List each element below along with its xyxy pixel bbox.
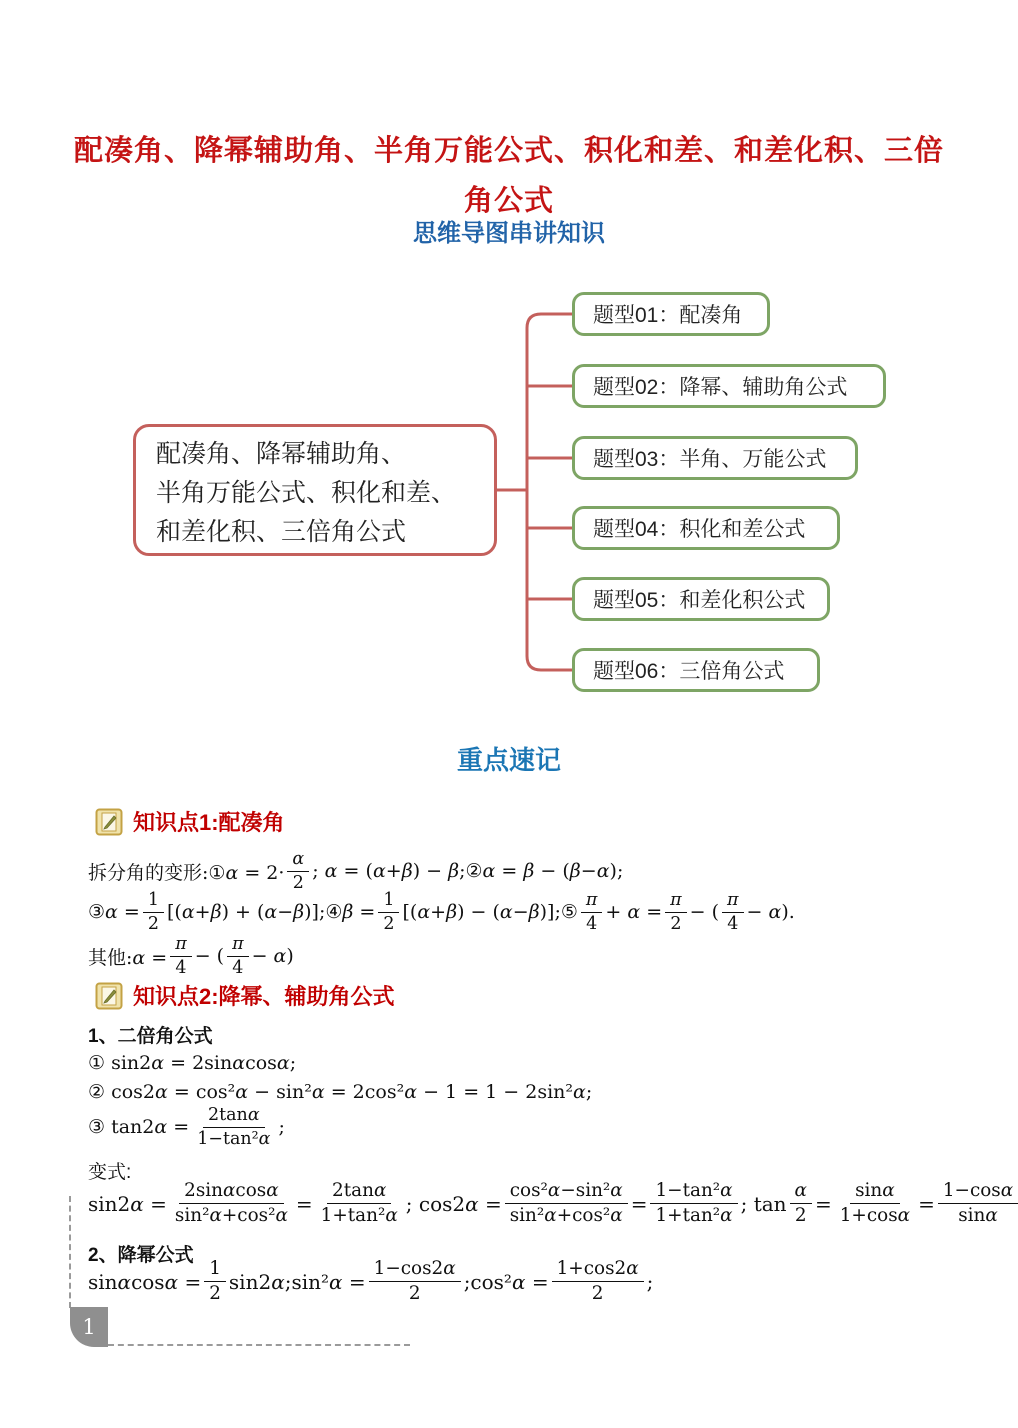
formula-power-reduction: sinαcosα = $\frac{1}{2}$ sin2α;sin²α = $\frac{1-\cos 2\alpha}{2}$ ;cos²α = $\frac{1+\cos 2\alpha}{2}$ ; [88,1258,654,1305]
mindmap-branch-02: 题型02：降幂、辅助角公式 [572,364,886,408]
formula-double-angle-cos: ② cos2α = cos²α − sin²α = 2cos²α − 1 = 1 − 2sin²α; [88,1081,593,1103]
formula-double-angle-sin: ① sin2α = 2sinαcosα; [88,1052,297,1074]
power-reduction-subheading: 2、降幂公式 [88,1245,194,1266]
root-line: 配凑角、降幂辅助角、 [156,440,407,468]
notes-icon [95,982,123,1010]
speed-notes-title: 重点速记 [456,745,561,775]
title-line-1: 配凑角、降幂辅助角、半角万能公式、积化和差、和差化积、三倍 [73,135,944,167]
double-angle-subheading: 1、二倍角公式 [88,1026,213,1047]
formula-double-angle-tan: ③ tan2α = $\frac{2\tan\alpha}{\text{1−tan²α}}$ ; [88,1105,285,1149]
mindmap-branch-05: 题型05：和差化积公式 [572,577,830,621]
knowledge-point-2-label: 知识点2:降幂、辅助角公式 [133,984,395,1009]
dashed-border-horizontal [108,1344,410,1346]
page-number-badge: 1 [70,1307,108,1347]
mindmap-branch-06: 题型06：三倍角公式 [572,648,820,692]
dashed-border-vertical [69,1196,71,1308]
root-line: 和差化积、三倍角公式 [156,518,407,546]
formula-variant-line: sin2α = $\frac{2\sin\alpha\cos\alpha}{\text{sin²α+cos²α}}$ = $\frac{2\tan\alpha}{\text{1+tan²α}}$ ; cos2α = $\frac{\text{cos²α−sin²α}}{\text{sin²α+cos²α}}$ = $\frac{\text{1−tan²α}}{\text{1+tan²α}}$ ; tan $\frac{\alpha}{2}$ = $\frac{\sin\alpha}{1+\cos\alpha}$ = $\frac{1-\cos\alpha}{\sin\alpha}$ [88,1180,1018,1227]
title-line-2: 角公式 [463,185,554,217]
knowledge-point-1-heading [95,806,285,837]
variant-label: 变式: [88,1162,132,1183]
mindmap-branch-04: 题型04：积化和差公式 [572,506,840,550]
formula-angle-split-other: 其他:α = $\frac{\pi}{4}$ − ( $\frac{\pi}{4}$ − α) [88,934,294,978]
mindmap-branch-01: 题型01：配凑角 [572,292,770,336]
notes-icon [95,808,123,836]
mindmap-branch-03: 题型03：半角、万能公式 [572,436,858,480]
document-subtitle: 思维导图串讲知识 [413,220,605,247]
formula-angle-split-1: 拆分角的变形:①α = 2· $\frac{\alpha}{2}$ ; α = (α+β) − β;②α = β − (β−α); [88,849,624,893]
mindmap-root-node [133,424,497,556]
knowledge-point-1-label: 知识点1:配凑角 [133,810,285,835]
knowledge-point-2-heading [95,980,395,1011]
formula-angle-split-2: ③α = $\frac{1}{2}$ [(α+β) + (α−β)];④β = $\frac{1}{2}$ [(α+β) − (α−β)];⑤ $\frac{\pi}{4}$ + α = $\frac{\pi}{2}$ − ( $\frac{\pi}{4}$ − α). [88,890,795,934]
root-line: 半角万能公式、积化和差、 [156,479,457,507]
